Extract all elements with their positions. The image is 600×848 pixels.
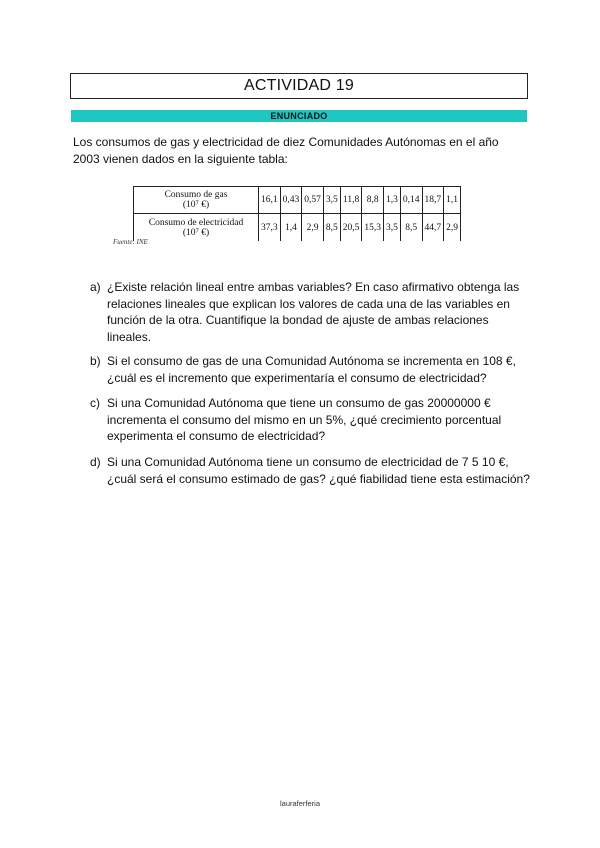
footer-credit: lauraferferia — [279, 799, 321, 808]
table-cell: 37,3 — [259, 214, 281, 242]
intro-paragraph: Los consumos de gas y electricidad de diez Comunidades Autónomas en el año 2003 vienen dados en la siguiente tabla: — [73, 135, 499, 166]
table-cell: 20,5 — [340, 214, 362, 242]
table-cell: 1,4 — [280, 214, 302, 242]
question-label: c) — [90, 396, 100, 410]
table-cell: 18,7 — [422, 187, 444, 214]
table-row-electricity — [134, 214, 461, 242]
table-cell: 1,1 — [444, 187, 461, 214]
row-header-gas — [134, 187, 259, 214]
row-header-gas-unit: (10⁷ €) — [182, 200, 210, 210]
question-text: Si el consumo de gas de una Comunidad Autónoma se incrementa en 108 €, ¿cuál es el incremento que experimentaría el consumo de electricidad? — [107, 354, 516, 385]
table-cell: 2,9 — [302, 214, 324, 242]
question-b — [90, 353, 530, 386]
question-a — [90, 279, 530, 345]
question-text: Si una Comunidad Autónoma tiene un consumo de electricidad de 7 5 10 €, ¿cuál será el consumo estimado de gas? ¿qué fiabilidad tiene esta estimación? — [107, 455, 530, 486]
activity-title-box — [70, 73, 528, 99]
question-label: b) — [90, 354, 101, 368]
table-cell: 3,5 — [323, 187, 340, 214]
section-bar — [71, 110, 527, 122]
table-cell: 0,14 — [400, 187, 422, 214]
table-cell: 0,43 — [280, 187, 302, 214]
table-cell: 8,5 — [400, 214, 422, 242]
table-cell: 8,5 — [323, 214, 340, 242]
table-cell: 3,5 — [384, 214, 401, 242]
question-d — [90, 454, 530, 487]
table-cell: 11,8 — [340, 187, 362, 214]
question-c — [90, 395, 530, 445]
table-cell: 2,9 — [444, 214, 461, 242]
row-header-electricity-unit: (10⁷ €) — [182, 227, 210, 238]
table-source: Fuente: INE — [113, 238, 148, 246]
row-header-gas-label: Consumo de gas — [164, 190, 228, 200]
question-text: Si una Comunidad Autónoma que tiene un consumo de gas 20000000 € incrementa el consumo del mismo en un 5%, ¿qué crecimiento porcentual experimenta el consumo de electricidad? — [107, 396, 502, 443]
activity-title: ACTIVIDAD 19 — [244, 77, 354, 94]
table-row-gas — [134, 187, 461, 214]
table-cell: 8,8 — [362, 187, 384, 214]
consumption-table — [133, 186, 461, 241]
question-text: ¿Existe relación lineal entre ambas variables? En caso afirmativo obtenga las relaciones lineales que explican los valores de cada una de las variables en función de la otra. Cuantifique la bondad de ajuste de ambas relaciones lineales. — [107, 280, 520, 344]
table-cell: 1,3 — [384, 187, 401, 214]
question-label: a) — [90, 280, 101, 294]
table-cell: 0,57 — [302, 187, 324, 214]
section-label: ENUNCIADO — [270, 111, 328, 121]
table-cell: 44,7 — [422, 214, 444, 242]
row-header-electricity-label: Consumo de electricidad — [148, 217, 244, 228]
table-cell: 16,1 — [259, 187, 281, 214]
table-cell: 15,3 — [362, 214, 384, 242]
question-label: d) — [90, 455, 101, 469]
row-header-electricity — [134, 214, 259, 242]
